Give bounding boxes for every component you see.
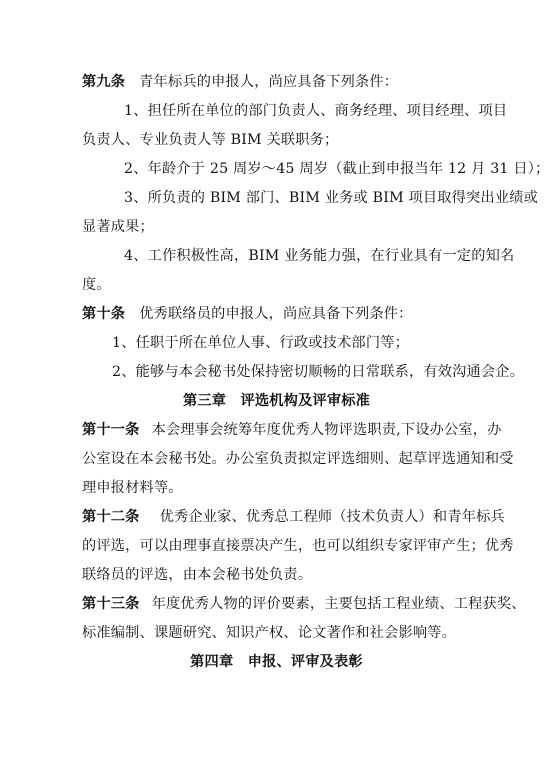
chapter-4-heading: 第四章 申报、评审及表彰 xyxy=(190,654,363,670)
article-13-line-1 xyxy=(82,594,553,614)
article-9-item-4-line-1: 4、工作积极性高，BIM 业务能力强，在行业具有一定的知名 xyxy=(124,248,515,264)
article-12-line-3: 联络员的评选，由本会秘书处负责。 xyxy=(82,567,313,583)
article-12-line-1 xyxy=(82,507,553,527)
article-9-item-3-line-2: 显著成果； xyxy=(82,219,154,235)
article-12-line-1-text: 优秀企业家、优秀总工程师（技术负责人）和青年标兵 xyxy=(159,509,505,525)
article-10-intro-text: 优秀联络员的申报人，尚应具备下列条件： xyxy=(139,306,413,322)
article-10-item-2: 2、能够与本会秘书处保持密切顺畅的日常联系，有效沟通会企。 xyxy=(112,364,525,380)
article-12-line-2: 的评选，可以由理事直接票决产生，也可以组织专家评审产生；优秀 xyxy=(82,538,514,554)
article-12-label: 第十二条 xyxy=(82,509,140,525)
article-11-line-2: 公室设在本会秘书处。办公室负责拟定评选细则、起草评选通知和受 xyxy=(82,451,514,467)
article-9-intro xyxy=(82,72,553,92)
article-13-line-2: 标准编制、课题研究、知识产权、论文著作和社会影响等。 xyxy=(82,625,457,641)
article-10-intro xyxy=(82,304,553,324)
article-9-item-1-line-1: 1、担任所在单位的部门负责人、商务经理、项目经理、项目 xyxy=(124,103,508,119)
chapter-3-heading: 第三章 评选机构及评审标准 xyxy=(182,393,371,409)
article-13-line-1-text: 年度优秀人物的评价要素，主要包括工程业绩、工程获奖、 xyxy=(151,596,526,612)
article-11-line-1 xyxy=(82,420,553,440)
article-10-label: 第十条 xyxy=(82,306,126,322)
article-10-item-1: 1、任职于所在单位人事、行政或技术部门等； xyxy=(112,335,409,351)
article-9-item-3-line-1: 3、所负责的 BIM 部门、BIM 业务或 BIM 项目取得突出业绩或 xyxy=(124,190,538,206)
article-9-label: 第九条 xyxy=(82,74,126,90)
article-9-item-4-line-2: 度。 xyxy=(82,277,111,293)
article-13-label: 第十三条 xyxy=(82,596,140,612)
article-11-line-1-text: 本会理事会统筹年度优秀人物评选职责,下设办公室，办 xyxy=(151,422,502,438)
article-9-item-2: 2、年龄介于 25 周岁～45 周岁（截止到申报当年 12 月 31 日）； xyxy=(124,161,550,177)
article-11-line-3: 理申报材料等。 xyxy=(82,480,183,496)
article-11-label: 第十一条 xyxy=(82,422,140,438)
article-9-intro-text: 青年标兵的申报人，尚应具备下列条件： xyxy=(139,74,399,90)
article-9-item-1-line-2: 负责人、专业负责人等 BIM 关联职务； xyxy=(82,132,339,148)
